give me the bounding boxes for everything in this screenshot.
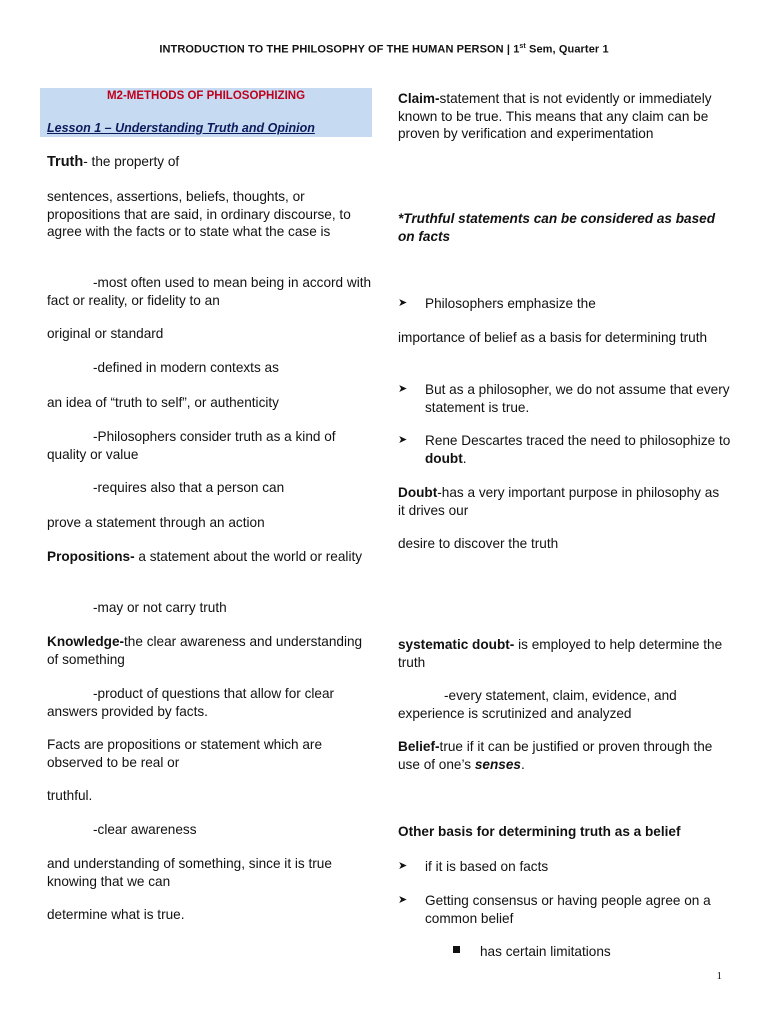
doubt-def: -has a very important purpose in philosophy as it drives our	[398, 485, 720, 518]
truth-note-3: -Philosophers consider truth as a kind of quality or value	[47, 429, 336, 462]
bullet-text: Getting consensus or having people agree on a common belief	[425, 893, 711, 926]
knowledge-note: -product of questions that allow for clear answers provided by facts.	[47, 686, 335, 719]
bullet-text: Rene Descartes traced the need to philosophize to	[425, 433, 731, 448]
square-bullet-icon	[453, 946, 460, 953]
truth-note-1b: original or standard	[47, 326, 164, 341]
systematic-doubt-def: is employed to help determine the truth	[398, 637, 723, 670]
bullet-arrow-icon: ➤	[398, 383, 408, 395]
claim-definition	[398, 90, 723, 143]
knowledge-definition	[47, 633, 375, 668]
determine-paragraph: determine what is true.	[47, 907, 185, 922]
bullet-descartes	[398, 432, 750, 467]
belief-def: true if it can be justified or proven through the use of one’s	[398, 739, 713, 772]
truth-note-4: -requires also that a person can	[93, 480, 285, 495]
page-number: 1	[716, 970, 722, 982]
scrutinized-note: -every statement, claim, evidence, and experience is scrutinized and analyzed	[398, 688, 677, 721]
clear-awareness-note: -clear awareness	[93, 822, 197, 837]
doubt-emphasis: doubt	[425, 450, 463, 466]
bullet-arrow-icon: ➤	[398, 434, 408, 446]
truth-def: - the property of	[83, 154, 180, 169]
propositions-term: Propositions-	[47, 549, 135, 564]
belief-period: .	[520, 756, 525, 772]
propositions-note: -may or not carry truth	[93, 600, 227, 615]
sub-bullet-limitations: has certain limitations	[480, 944, 611, 959]
header-title-tail: Sem, Quarter 1	[525, 43, 609, 56]
page-header	[0, 43, 768, 56]
doubt-term: Doubt	[398, 485, 438, 500]
bullet-text: Philosophers emphasize the	[425, 296, 596, 311]
truth-note-1: -most often used to mean being in accord with fact or reality, or fidelity to an	[47, 275, 372, 308]
truthful-statements-note: *Truthful statements can be considered as based on facts	[398, 211, 716, 244]
claim-term: Claim-	[398, 91, 440, 106]
propositions-def: a statement about the world or reality	[134, 549, 363, 564]
other-basis-heading: Other basis for determining truth as a belief	[398, 824, 681, 839]
importance-paragraph: importance of belief as a basis for determining truth	[398, 330, 708, 345]
claim-def: statement that is not evidently or immediately known to be true. This means that any claim can be proven by verification and experimentation	[398, 91, 712, 141]
truth-term: Truth	[47, 154, 84, 170]
bullet-text: But as a philosopher, we do not assume that every statement is true.	[425, 382, 730, 415]
doubt-definition	[398, 484, 723, 519]
bullet-based-on-facts	[398, 858, 750, 876]
knowledge-def: the clear awareness and understanding of something	[47, 634, 363, 667]
systematic-doubt-term: systematic doubt-	[398, 637, 515, 652]
facts-paragraph: Facts are propositions or statement which are observed to be real or	[47, 737, 323, 770]
header-title: INTRODUCTION TO THE PHILOSOPHY OF THE HUMAN PERSON | 1	[159, 43, 520, 56]
understanding-paragraph: and understanding of something, since it is true knowing that we can	[47, 856, 332, 889]
header-superscript: st	[519, 43, 526, 50]
facts-paragraph-end: truthful.	[47, 788, 93, 803]
desire-paragraph: desire to discover the truth	[398, 536, 559, 551]
truth-definition	[47, 153, 375, 172]
propositions-definition	[47, 548, 375, 566]
bullet-period: .	[462, 450, 467, 466]
senses-emphasis: senses	[474, 756, 521, 772]
belief-definition	[398, 738, 723, 773]
belief-term: Belief-	[398, 739, 440, 754]
bullet-arrow-icon: ➤	[398, 894, 408, 906]
knowledge-term: Knowledge-	[47, 634, 125, 649]
systematic-doubt-definition	[398, 636, 723, 671]
bullet-arrow-icon: ➤	[398, 860, 408, 872]
bullet-consensus	[398, 892, 750, 927]
truth-paragraph: sentences, assertions, beliefs, thoughts, or propositions that are said, in ordinary discourse, to agree with the facts or to state what the case is	[47, 189, 351, 239]
module-title: M2-METHODS OF PHILOSOPHIZING	[106, 90, 306, 102]
truth-note-2b: an idea of “truth to self”, or authenticity	[47, 395, 279, 410]
bullet-arrow-icon: ➤	[398, 297, 408, 309]
truth-note-2: -defined in modern contexts as	[93, 360, 279, 375]
bullet-text: if it is based on facts	[425, 859, 549, 874]
bullet-not-assume	[398, 381, 750, 416]
lesson-title: Lesson 1 – Understanding Truth and Opinion	[47, 121, 315, 135]
truth-note-4b: prove a statement through an action	[47, 515, 265, 530]
bullet-philosophers-emphasize	[398, 295, 750, 313]
